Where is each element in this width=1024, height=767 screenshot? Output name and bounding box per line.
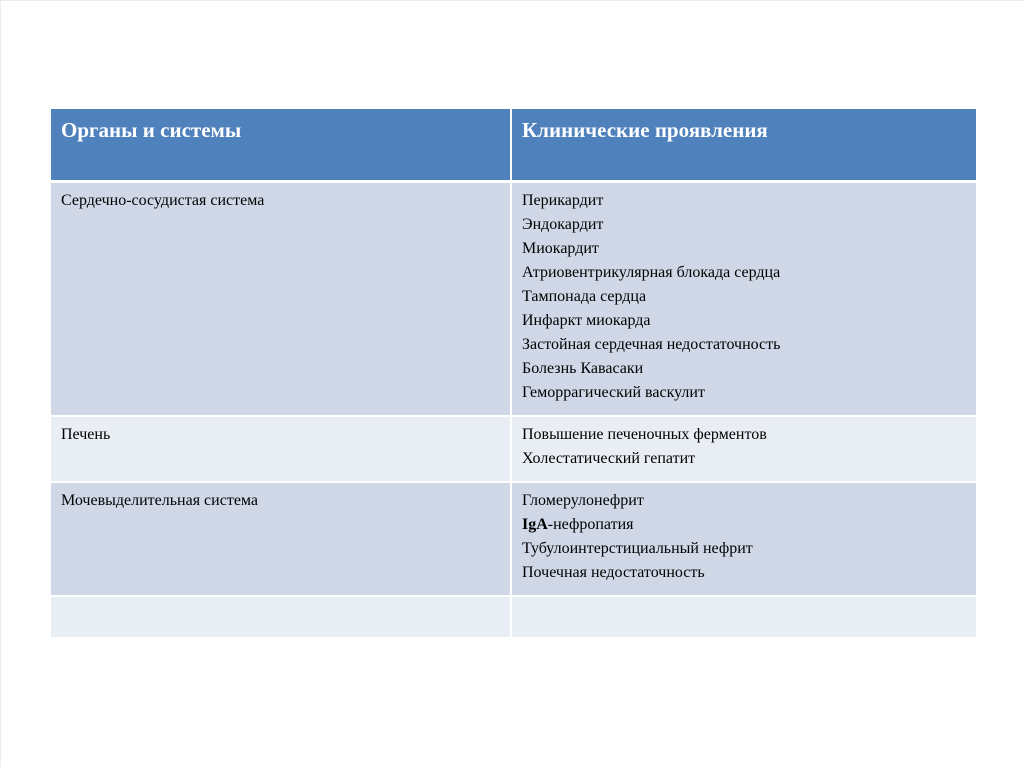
manifestation-item: Миокардит xyxy=(522,240,599,257)
header-manifestations: Клинические проявления xyxy=(512,109,976,183)
table-header-row xyxy=(51,109,976,183)
manifestation-item: Тубулоинтерстициальный нефрит xyxy=(522,540,753,557)
manifestation-item: Болезнь Кавасаки xyxy=(522,360,644,377)
manifestation-item: Эндокардит xyxy=(522,216,604,233)
organ-cell-empty xyxy=(51,597,512,639)
manifestation-item: Инфаркт миокарда xyxy=(522,312,651,329)
manifestation-item-iga xyxy=(522,513,966,537)
iga-abbreviation: IgA xyxy=(522,516,548,533)
clinical-manifestations-table xyxy=(51,109,976,639)
manifestation-item: Почечная недостаточность xyxy=(522,564,705,581)
manifestations-cell xyxy=(512,483,976,597)
manifestations-cell-empty xyxy=(512,597,976,639)
manifestation-item: Тампонада сердца xyxy=(522,288,647,305)
organ-cell: Сердечно-сосудистая система xyxy=(51,183,512,417)
manifestation-item: Перикардит xyxy=(522,192,604,209)
header-organs: Органы и системы xyxy=(51,109,512,183)
table-row-empty xyxy=(51,597,976,639)
manifestation-item: Гломерулонефрит xyxy=(522,492,644,509)
organ-cell: Мочевыделительная система xyxy=(51,483,512,597)
table-row-urinary xyxy=(51,483,976,597)
table-row-liver xyxy=(51,417,976,483)
manifestations-cell xyxy=(512,417,976,483)
manifestation-item: Застойная сердечная недостаточность xyxy=(522,336,781,353)
table-row-cardiovascular xyxy=(51,183,976,417)
iga-suffix: -нефропатия xyxy=(547,516,634,533)
manifestations-cell xyxy=(512,183,976,417)
organ-cell: Печень xyxy=(51,417,512,483)
manifestation-item: Геморрагический васкулит xyxy=(522,384,705,401)
manifestation-item: Холестатический гепатит xyxy=(522,450,696,467)
manifestation-item: Повышение печеночных ферментов xyxy=(522,426,767,443)
manifestation-item: Атриовентрикулярная блокада сердца xyxy=(522,264,781,281)
